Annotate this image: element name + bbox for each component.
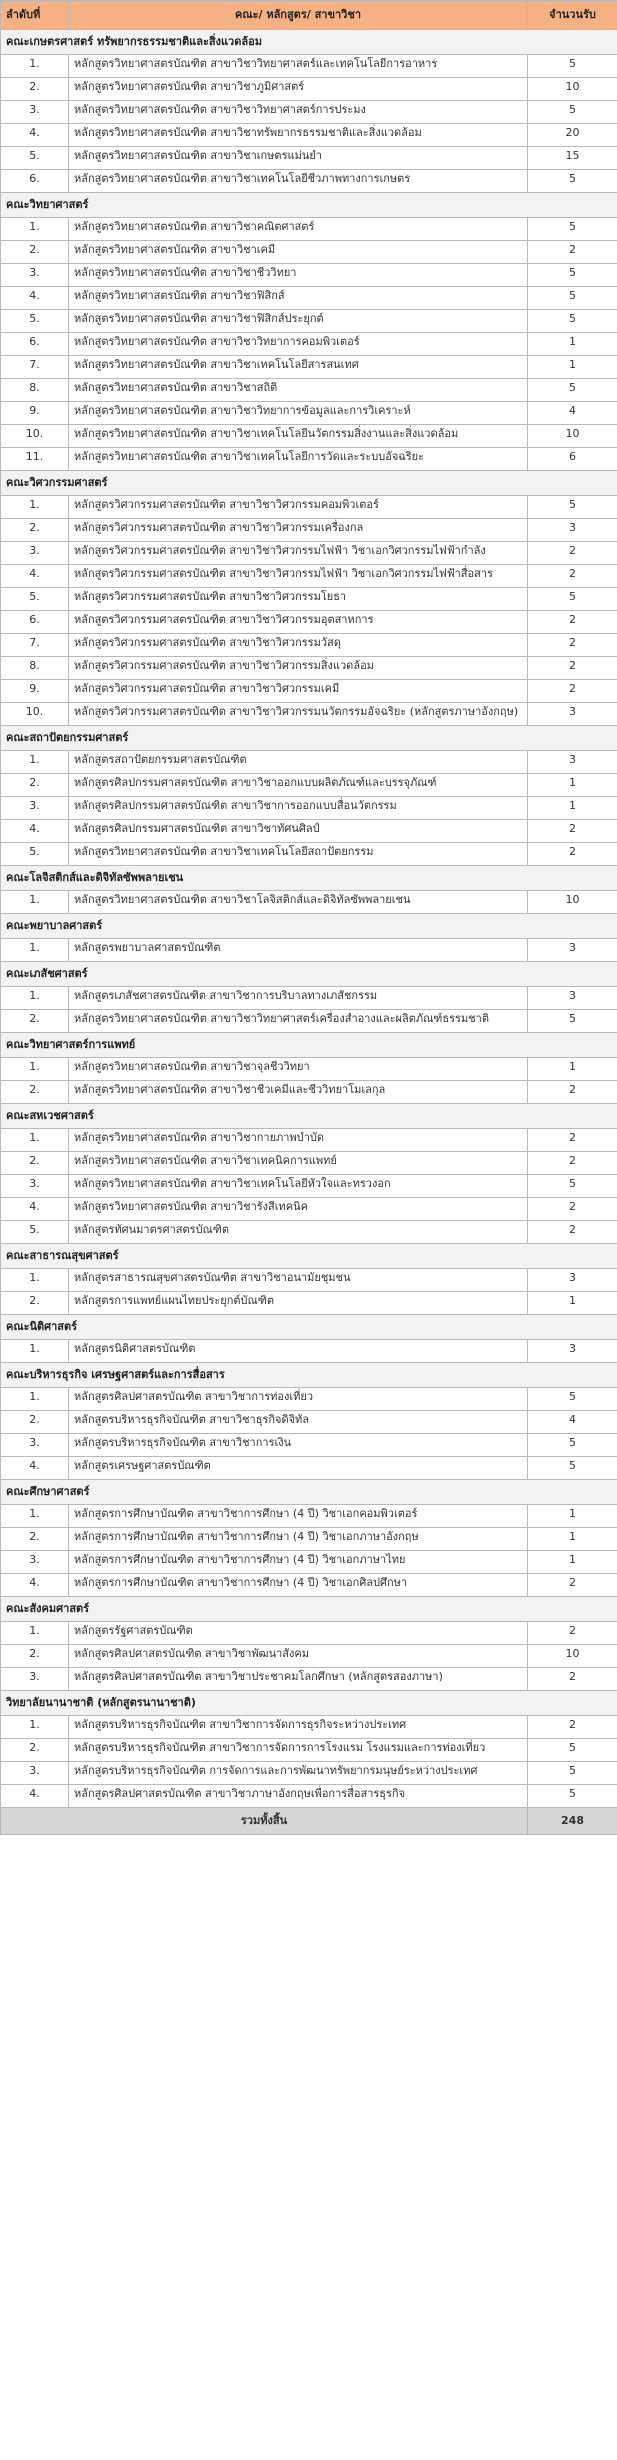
- program-name: หลักสูตรการแพทย์แผนไทยประยุกต์บัณฑิต: [69, 1292, 528, 1315]
- row-number: 1.: [1, 939, 69, 962]
- row-number: 4.: [1, 820, 69, 843]
- seat-count: 2: [528, 680, 617, 703]
- seat-count: 5: [528, 170, 617, 193]
- row-number: 3.: [1, 264, 69, 287]
- seat-count: 5: [528, 264, 617, 287]
- table-row: [1, 1574, 617, 1597]
- header-seats: จำนวนรับ: [528, 1, 617, 30]
- row-number: 11.: [1, 448, 69, 471]
- faculty-row: [1, 1480, 617, 1505]
- table-row: [1, 588, 617, 611]
- faculty-name: คณะบริหารธุรกิจ เศรษฐศาสตร์และการสื่อสาร: [1, 1363, 617, 1388]
- seat-count: 2: [528, 1221, 617, 1244]
- table-row: [1, 1058, 617, 1081]
- seat-count: 2: [528, 657, 617, 680]
- row-number: 2.: [1, 1645, 69, 1668]
- row-number: 8.: [1, 657, 69, 680]
- row-number: 9.: [1, 402, 69, 425]
- row-number: 4.: [1, 287, 69, 310]
- table-row: [1, 147, 617, 170]
- program-name: หลักสูตรวิทยาศาสตรบัณฑิต สาขาวิชาเทคนิคการแพทย์: [69, 1152, 528, 1175]
- program-name: หลักสูตรวิทยาศาสตรบัณฑิต สาขาวิชาโลจิสติกส์และดิจิทัลซัพพลายเชน: [69, 891, 528, 914]
- row-number: 3.: [1, 1434, 69, 1457]
- faculty-name: คณะโลจิสติกส์และดิจิทัลซัพพลายเชน: [1, 866, 617, 891]
- program-name: หลักสูตรศิลปศาสตรบัณฑิต สาขาวิชาประชาคมโลกศึกษา (หลักสูตรสองภาษา): [69, 1668, 528, 1691]
- seat-count: 2: [528, 1622, 617, 1645]
- program-name: หลักสูตรศิลปศาสตรบัณฑิต สาขาวิชาภาษาอังกฤษเพื่อการสื่อสารธุรกิจ: [69, 1785, 528, 1808]
- seat-count: 3: [528, 519, 617, 542]
- table-row: [1, 101, 617, 124]
- program-name: หลักสูตรวิศวกรรมศาสตรบัณฑิต สาขาวิชาวิศวกรรมวัสดุ: [69, 634, 528, 657]
- table-row: [1, 333, 617, 356]
- row-number: 2.: [1, 774, 69, 797]
- row-number: 1.: [1, 1622, 69, 1645]
- row-number: 2.: [1, 1411, 69, 1434]
- table-row: [1, 657, 617, 680]
- seat-count: 2: [528, 820, 617, 843]
- faculty-row: [1, 962, 617, 987]
- row-number: 9.: [1, 680, 69, 703]
- table-row: [1, 218, 617, 241]
- row-number: 5.: [1, 147, 69, 170]
- seat-count: 2: [528, 1152, 617, 1175]
- table-row: [1, 751, 617, 774]
- faculty-name: คณะสถาปัตยกรรมศาสตร์: [1, 726, 617, 751]
- table-row: [1, 1269, 617, 1292]
- row-number: 1.: [1, 1505, 69, 1528]
- row-number: 3.: [1, 1175, 69, 1198]
- total-row: [1, 1808, 617, 1835]
- program-name: หลักสูตรวิทยาศาสตรบัณฑิต สาขาวิชาจุลชีววิทยา: [69, 1058, 528, 1081]
- row-number: 1.: [1, 891, 69, 914]
- program-name: หลักสูตรบริหารธุรกิจบัณฑิต สาขาวิชาการจัดการการโรงแรม โรงแรมและการท่องเที่ยว: [69, 1739, 528, 1762]
- seat-count: 5: [528, 287, 617, 310]
- row-number: 3.: [1, 1668, 69, 1691]
- program-name: หลักสูตรวิทยาศาสตรบัณฑิต สาขาวิชากายภาพบำบัด: [69, 1129, 528, 1152]
- program-name: หลักสูตรวิศวกรรมศาสตรบัณฑิต สาขาวิชาวิศวกรรมคอมพิวเตอร์: [69, 496, 528, 519]
- program-name: หลักสูตรเศรษฐศาสตรบัณฑิต: [69, 1457, 528, 1480]
- row-number: 2.: [1, 1152, 69, 1175]
- row-number: 1.: [1, 496, 69, 519]
- table-row: [1, 634, 617, 657]
- row-number: 2.: [1, 1292, 69, 1315]
- program-name: หลักสูตรวิศวกรรมศาสตรบัณฑิต สาขาวิชาวิศวกรรมเครื่องกล: [69, 519, 528, 542]
- program-name: หลักสูตรวิทยาศาสตรบัณฑิต สาขาวิชาทรัพยากรธรรมชาติและสิ่งแวดล้อม: [69, 124, 528, 147]
- row-number: 1.: [1, 1716, 69, 1739]
- seat-count: 1: [528, 1292, 617, 1315]
- seat-count: 2: [528, 241, 617, 264]
- faculty-name: คณะพยาบาลศาสตร์: [1, 914, 617, 939]
- table-row: [1, 1505, 617, 1528]
- row-number: 1.: [1, 987, 69, 1010]
- table-row: [1, 1645, 617, 1668]
- program-name: หลักสูตรวิทยาศาสตรบัณฑิต สาขาวิชาสถิติ: [69, 379, 528, 402]
- program-name: หลักสูตรศิลปศาสตรบัณฑิต สาขาวิชาการท่องเที่ยว: [69, 1388, 528, 1411]
- seat-count: 2: [528, 1081, 617, 1104]
- table-row: [1, 1739, 617, 1762]
- seat-count: 3: [528, 1340, 617, 1363]
- seat-count: 15: [528, 147, 617, 170]
- table-row: [1, 170, 617, 193]
- faculty-row: [1, 30, 617, 55]
- table-row: [1, 843, 617, 866]
- row-number: 1.: [1, 1129, 69, 1152]
- table-row: [1, 1762, 617, 1785]
- table-row: [1, 611, 617, 634]
- program-name: หลักสูตรวิทยาศาสตรบัณฑิต สาขาวิชาฟิสิกส์: [69, 287, 528, 310]
- program-name: หลักสูตรวิทยาศาสตรบัณฑิต สาขาวิชาเทคโนโลยีการวัดและระบบอัจฉริยะ: [69, 448, 528, 471]
- seat-count: 2: [528, 565, 617, 588]
- program-name: หลักสูตรบริหารธุรกิจบัณฑิต สาขาวิชาการจัดการธุรกิจระหว่างประเทศ: [69, 1716, 528, 1739]
- program-name: หลักสูตรศิลปกรรมศาสตรบัณฑิต สาขาวิชาออกแบบผลิตภัณฑ์และบรรจุภัณฑ์: [69, 774, 528, 797]
- row-number: 1.: [1, 218, 69, 241]
- table-row: [1, 402, 617, 425]
- seat-count: 2: [528, 542, 617, 565]
- table-row: [1, 891, 617, 914]
- seat-count: 2: [528, 1668, 617, 1691]
- seat-count: 4: [528, 402, 617, 425]
- program-name: หลักสูตรวิทยาศาสตรบัณฑิต สาขาวิชารังสีเทคนิค: [69, 1198, 528, 1221]
- program-name: หลักสูตรวิทยาศาสตรบัณฑิต สาขาวิชาวิทยาการคอมพิวเตอร์: [69, 333, 528, 356]
- row-number: 4.: [1, 565, 69, 588]
- header-program: คณะ/ หลักสูตร/ สาขาวิชา: [69, 1, 528, 30]
- seat-count: 5: [528, 1762, 617, 1785]
- row-number: 4.: [1, 124, 69, 147]
- row-number: 1.: [1, 1269, 69, 1292]
- faculty-row: [1, 1244, 617, 1269]
- table-row: [1, 1457, 617, 1480]
- seat-count: 6: [528, 448, 617, 471]
- program-name: หลักสูตรการศึกษาบัณฑิต สาขาวิชาการศึกษา (4 ปี) วิชาเอกศิลปศึกษา: [69, 1574, 528, 1597]
- table-row: [1, 1010, 617, 1033]
- seat-count: 1: [528, 1551, 617, 1574]
- table-body: [1, 30, 617, 1808]
- table-row: [1, 1175, 617, 1198]
- seat-count: 2: [528, 634, 617, 657]
- seat-count: 5: [528, 588, 617, 611]
- faculty-row: [1, 1315, 617, 1340]
- table-row: [1, 939, 617, 962]
- faculty-row: [1, 1597, 617, 1622]
- seat-count: 5: [528, 55, 617, 78]
- faculty-row: [1, 193, 617, 218]
- seat-count: 5: [528, 218, 617, 241]
- table-row: [1, 124, 617, 147]
- table-row: [1, 1340, 617, 1363]
- faculty-row: [1, 1033, 617, 1058]
- program-name: หลักสูตรวิทยาศาสตรบัณฑิต สาขาวิชาคณิตศาสตร์: [69, 218, 528, 241]
- table-row: [1, 797, 617, 820]
- program-name: หลักสูตรการศึกษาบัณฑิต สาขาวิชาการศึกษา (4 ปี) วิชาเอกภาษาอังกฤษ: [69, 1528, 528, 1551]
- seat-count: 5: [528, 1175, 617, 1198]
- table-row: [1, 310, 617, 333]
- row-number: 1.: [1, 1388, 69, 1411]
- seat-count: 10: [528, 425, 617, 448]
- program-name: หลักสูตรศิลปกรรมศาสตรบัณฑิต สาขาวิชาการออกแบบสื่อนวัตกรรม: [69, 797, 528, 820]
- seat-count: 1: [528, 1528, 617, 1551]
- table-row: [1, 565, 617, 588]
- table-row: [1, 1221, 617, 1244]
- row-number: 5.: [1, 1221, 69, 1244]
- program-name: หลักสูตรศิลปกรรมศาสตรบัณฑิต สาขาวิชาทัศนศิลป์: [69, 820, 528, 843]
- program-name: หลักสูตรวิทยาศาสตรบัณฑิต สาขาวิชาเทคโนโลยีนวัตกรรมสิ่งงานและสิ่งแวดล้อม: [69, 425, 528, 448]
- program-name: หลักสูตรวิทยาศาสตรบัณฑิต สาขาวิชาวิทยาศาสตร์เครื่องสำอางและผลิตภัณฑ์ธรรมชาติ: [69, 1010, 528, 1033]
- table-row: [1, 987, 617, 1010]
- seat-count: 2: [528, 1716, 617, 1739]
- table-row: [1, 820, 617, 843]
- seat-count: 2: [528, 1574, 617, 1597]
- table-row: [1, 680, 617, 703]
- table-row: [1, 1388, 617, 1411]
- seat-count: 3: [528, 703, 617, 726]
- program-name: หลักสูตรวิศวกรรมศาสตรบัณฑิต สาขาวิชาวิศวกรรมสิ่งแวดล้อม: [69, 657, 528, 680]
- faculty-name: คณะสังคมศาสตร์: [1, 1597, 617, 1622]
- row-number: 2.: [1, 519, 69, 542]
- seat-count: 1: [528, 333, 617, 356]
- row-number: 4.: [1, 1574, 69, 1597]
- table-row: [1, 1129, 617, 1152]
- faculty-name: คณะวิศวกรรมศาสตร์: [1, 471, 617, 496]
- seat-count: 5: [528, 1785, 617, 1808]
- program-name: หลักสูตรบริหารธุรกิจบัณฑิต การจัดการและการพัฒนาทรัพยากรมนุษย์ระหว่างประเทศ: [69, 1762, 528, 1785]
- row-number: 4.: [1, 1457, 69, 1480]
- table-row: [1, 1716, 617, 1739]
- seat-count: 10: [528, 78, 617, 101]
- total-value: 248: [528, 1808, 617, 1835]
- program-name: หลักสูตรการศึกษาบัณฑิต สาขาวิชาการศึกษา (4 ปี) วิชาเอกคอมพิวเตอร์: [69, 1505, 528, 1528]
- table-row: [1, 1198, 617, 1221]
- table-row: [1, 496, 617, 519]
- program-name: หลักสูตรสถาปัตยกรรมศาสตรบัณฑิต: [69, 751, 528, 774]
- row-number: 1.: [1, 1058, 69, 1081]
- program-name: หลักสูตรรัฐศาสตรบัณฑิต: [69, 1622, 528, 1645]
- table-row: [1, 1785, 617, 1808]
- program-name: หลักสูตรวิศวกรรมศาสตรบัณฑิต สาขาวิชาวิศวกรรมอุตสาหการ: [69, 611, 528, 634]
- table-row: [1, 448, 617, 471]
- seat-count: 3: [528, 987, 617, 1010]
- program-name: หลักสูตรนิติศาสตรบัณฑิต: [69, 1340, 528, 1363]
- faculty-row: [1, 1691, 617, 1716]
- total-label: รวมทั้งสิ้น: [1, 1808, 528, 1835]
- row-number: 10.: [1, 703, 69, 726]
- table-header-row: [1, 1, 617, 30]
- faculty-row: [1, 726, 617, 751]
- row-number: 4.: [1, 1785, 69, 1808]
- program-name: หลักสูตรวิทยาศาสตรบัณฑิต สาขาวิชาวิทยาการข้อมูลและการวิเคราะห์: [69, 402, 528, 425]
- table-row: [1, 1081, 617, 1104]
- program-name: หลักสูตรวิทยาศาสตรบัณฑิต สาขาวิชาชีวเคมีและชีววิทยาโมเลกุล: [69, 1081, 528, 1104]
- program-name: หลักสูตรวิศวกรรมศาสตรบัณฑิต สาขาวิชาวิศวกรรมไฟฟ้า วิชาเอกวิศวกรรมไฟฟ้ากำลัง: [69, 542, 528, 565]
- program-name: หลักสูตรวิศวกรรมศาสตรบัณฑิต สาขาวิชาวิศวกรรมเคมี: [69, 680, 528, 703]
- row-number: 1.: [1, 1340, 69, 1363]
- row-number: 1.: [1, 55, 69, 78]
- seat-count: 3: [528, 939, 617, 962]
- row-number: 3.: [1, 1762, 69, 1785]
- seat-count: 20: [528, 124, 617, 147]
- program-name: หลักสูตรวิทยาศาสตรบัณฑิต สาขาวิชาวิทยาศาสตร์การประมง: [69, 101, 528, 124]
- faculty-name: คณะวิทยาศาสตร์การแพทย์: [1, 1033, 617, 1058]
- row-number: 5.: [1, 843, 69, 866]
- program-name: หลักสูตรวิทยาศาสตรบัณฑิต สาขาวิชาเทคโนโลยีหัวใจและทรวงอก: [69, 1175, 528, 1198]
- table-row: [1, 78, 617, 101]
- table-row: [1, 1411, 617, 1434]
- seat-count: 5: [528, 379, 617, 402]
- program-name: หลักสูตรทัศนมาตรศาสตรบัณฑิต: [69, 1221, 528, 1244]
- seat-count: 5: [528, 1010, 617, 1033]
- program-name: หลักสูตรวิศวกรรมศาสตรบัณฑิต สาขาวิชาวิศวกรรมนวัตกรรมอัจฉริยะ (หลักสูตรภาษาอังกฤษ): [69, 703, 528, 726]
- table-row: [1, 1668, 617, 1691]
- program-name: หลักสูตรพยาบาลศาสตรบัณฑิต: [69, 939, 528, 962]
- table-row: [1, 1152, 617, 1175]
- row-number: 6.: [1, 170, 69, 193]
- row-number: 2.: [1, 1081, 69, 1104]
- seat-count: 4: [528, 1411, 617, 1434]
- row-number: 2.: [1, 1010, 69, 1033]
- program-name: หลักสูตรวิทยาศาสตรบัณฑิต สาขาวิชาภูมิศาสตร์: [69, 78, 528, 101]
- seat-count: 5: [528, 1388, 617, 1411]
- row-number: 2.: [1, 241, 69, 264]
- table-row: [1, 1622, 617, 1645]
- row-number: 2.: [1, 1739, 69, 1762]
- row-number: 2.: [1, 1528, 69, 1551]
- table-row: [1, 1551, 617, 1574]
- row-number: 1.: [1, 751, 69, 774]
- seat-count: 1: [528, 356, 617, 379]
- seat-count: 1: [528, 1058, 617, 1081]
- program-name: หลักสูตรบริหารธุรกิจบัณฑิต สาขาวิชาธุรกิจดิจิทัล: [69, 1411, 528, 1434]
- table-row: [1, 1292, 617, 1315]
- row-number: 8.: [1, 379, 69, 402]
- table-row: [1, 425, 617, 448]
- program-name: หลักสูตรวิทยาศาสตรบัณฑิต สาขาวิชาเทคโนโลยีสารสนเทศ: [69, 356, 528, 379]
- faculty-name: คณะวิทยาศาสตร์: [1, 193, 617, 218]
- program-name: หลักสูตรวิศวกรรมศาสตรบัณฑิต สาขาวิชาวิศวกรรมโยธา: [69, 588, 528, 611]
- row-number: 3.: [1, 1551, 69, 1574]
- table-row: [1, 264, 617, 287]
- table-row: [1, 241, 617, 264]
- row-number: 3.: [1, 101, 69, 124]
- row-number: 7.: [1, 634, 69, 657]
- table-row: [1, 379, 617, 402]
- table-row: [1, 287, 617, 310]
- faculty-name: คณะเภสัชศาสตร์: [1, 962, 617, 987]
- faculty-name: คณะนิติศาสตร์: [1, 1315, 617, 1340]
- seat-count: 1: [528, 1505, 617, 1528]
- row-number: 3.: [1, 797, 69, 820]
- seat-count: 2: [528, 1129, 617, 1152]
- seat-count: 5: [528, 1434, 617, 1457]
- seat-count: 2: [528, 843, 617, 866]
- row-number: 7.: [1, 356, 69, 379]
- program-name: หลักสูตรวิทยาศาสตรบัณฑิต สาขาวิชาเทคโนโลยีชีวภาพทางการเกษตร: [69, 170, 528, 193]
- table-row: [1, 55, 617, 78]
- faculty-name: คณะศึกษาศาสตร์: [1, 1480, 617, 1505]
- row-number: 10.: [1, 425, 69, 448]
- program-name: หลักสูตรวิทยาศาสตรบัณฑิต สาขาวิชาชีววิทยา: [69, 264, 528, 287]
- table-row: [1, 1528, 617, 1551]
- program-name: หลักสูตรการศึกษาบัณฑิต สาขาวิชาการศึกษา (4 ปี) วิชาเอกภาษาไทย: [69, 1551, 528, 1574]
- seat-count: 3: [528, 751, 617, 774]
- seat-count: 10: [528, 1645, 617, 1668]
- faculty-row: [1, 1104, 617, 1129]
- faculty-row: [1, 914, 617, 939]
- seat-count: 5: [528, 1457, 617, 1480]
- table-row: [1, 1434, 617, 1457]
- faculty-name: คณะเกษตรศาสตร์ ทรัพยากรธรรมชาติและสิ่งแวดล้อม: [1, 30, 617, 55]
- seat-count: 5: [528, 1739, 617, 1762]
- faculty-name: คณะสหเวชศาสตร์: [1, 1104, 617, 1129]
- header-order: ลำดับที่: [1, 1, 69, 30]
- seat-count: 2: [528, 1198, 617, 1221]
- seat-count: 10: [528, 891, 617, 914]
- seat-count: 3: [528, 1269, 617, 1292]
- table-row: [1, 774, 617, 797]
- row-number: 6.: [1, 611, 69, 634]
- row-number: 5.: [1, 588, 69, 611]
- seat-count: 5: [528, 101, 617, 124]
- program-name: หลักสูตรวิทยาศาสตรบัณฑิต สาขาวิชาเคมี: [69, 241, 528, 264]
- program-name: หลักสูตรวิทยาศาสตรบัณฑิต สาขาวิชาฟิสิกส์ประยุกต์: [69, 310, 528, 333]
- seat-count: 2: [528, 611, 617, 634]
- program-name: หลักสูตรเภสัชศาสตรบัณฑิต สาขาวิชาการบริบาลทางเภสัชกรรม: [69, 987, 528, 1010]
- faculty-row: [1, 866, 617, 891]
- seat-count: 5: [528, 310, 617, 333]
- faculty-name: คณะสาธารณสุขศาสตร์: [1, 1244, 617, 1269]
- program-name: หลักสูตรวิทยาศาสตรบัณฑิต สาขาวิชาวิทยาศาสตร์และเทคโนโลยีการอาหาร: [69, 55, 528, 78]
- table-row: [1, 519, 617, 542]
- row-number: 5.: [1, 310, 69, 333]
- seat-count: 1: [528, 774, 617, 797]
- program-name: หลักสูตรวิทยาศาสตรบัณฑิต สาขาวิชาเทคโนโลยีสถาปัตยกรรม: [69, 843, 528, 866]
- program-name: หลักสูตรวิศวกรรมศาสตรบัณฑิต สาขาวิชาวิศวกรรมไฟฟ้า วิชาเอกวิศวกรรมไฟฟ้าสื่อสาร: [69, 565, 528, 588]
- row-number: 6.: [1, 333, 69, 356]
- seat-count: 1: [528, 797, 617, 820]
- table-row: [1, 703, 617, 726]
- row-number: 3.: [1, 542, 69, 565]
- faculty-name: วิทยาลัยนานาชาติ (หลักสูตรนานาชาติ): [1, 1691, 617, 1716]
- faculty-row: [1, 1363, 617, 1388]
- program-name: หลักสูตรวิทยาศาสตรบัณฑิต สาขาวิชาเกษตรแม่นยำ: [69, 147, 528, 170]
- program-name: หลักสูตรสาธารณสุขศาสตรบัณฑิต สาขาวิชาอนามัยชุมชน: [69, 1269, 528, 1292]
- program-name: หลักสูตรบริหารธุรกิจบัณฑิต สาขาวิชาการเงิน: [69, 1434, 528, 1457]
- seat-count: 5: [528, 496, 617, 519]
- faculty-row: [1, 471, 617, 496]
- table-row: [1, 542, 617, 565]
- program-name: หลักสูตรศิลปศาสตรบัณฑิต สาขาวิชาพัฒนาสังคม: [69, 1645, 528, 1668]
- row-number: 2.: [1, 78, 69, 101]
- table-row: [1, 356, 617, 379]
- row-number: 4.: [1, 1198, 69, 1221]
